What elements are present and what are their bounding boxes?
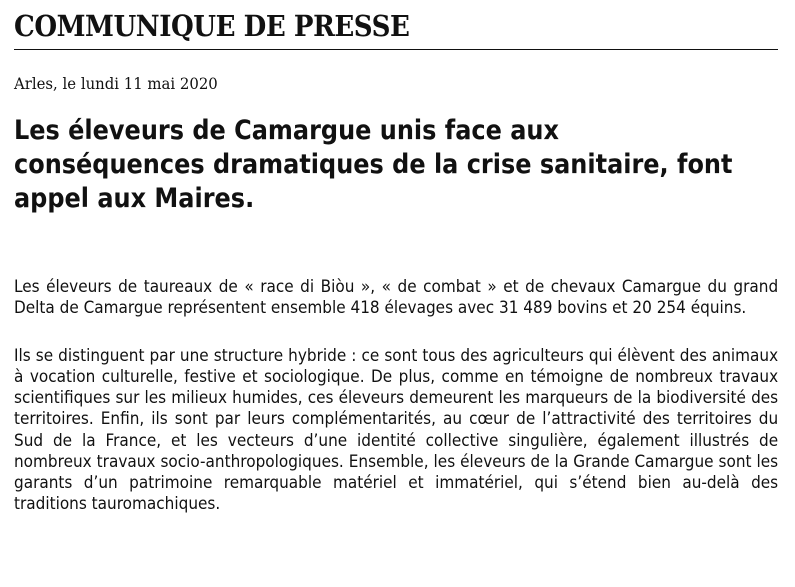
press-release-title: COMMUNIQUE DE PRESSE [14,9,410,43]
headline: Les éleveurs de Camargue unis face aux conséquences dramatiques de la crise sanitaire, font appel aux Maires. [14,115,733,214]
press-header [14,6,778,50]
press-release-page [14,0,778,587]
paragraph-intro: Les éleveurs de taureaux de « race di Biòu », « de combat » et de chevaux Camargue du grand Delta de Camargue représentent ensemble 418 élevages avec 31 489 bovins et 20 254 équins. [14,277,779,319]
paragraph-details: Ils se distinguent par une structure hybride : ce sont tous des agriculteurs qui élèvent des animaux à vocation culturelle, festive et sociologique. De plus, comme en témoigne de nombreux travaux scientifiques sur les milieux humides, ces éleveurs demeurent les marqueurs de la biodiversité des territoires. Enfin, ils sont par leurs complémentarités, au cœur de l’attractivité des territoires du Sud de la France, et les vecteurs d’une identité collective singulière, également illustrés de nombreux travaux socio-anthropologiques. Ensemble, les éleveurs de la Grande Camargue sont les garants d’un patrimoine remarquable matériel et immatériel, qui s’étend bien au-delà des traditions tauromachiques. [14,346,779,514]
body-text [14,277,778,515]
dateline: Arles, le lundi 11 mai 2020 [14,74,218,93]
